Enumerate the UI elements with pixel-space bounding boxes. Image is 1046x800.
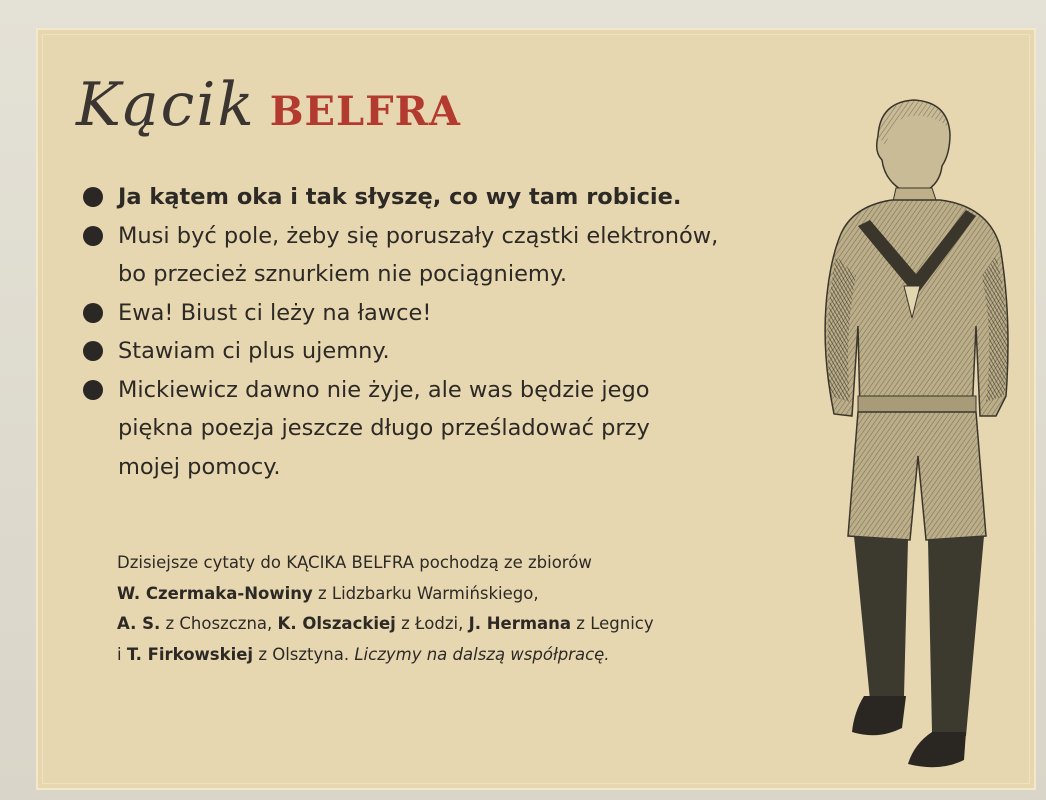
boy-illustration (800, 96, 1020, 776)
quote-line: Ewa! Biust ci leży na ławce! (118, 299, 432, 326)
quote-line: Musi być pole, żeby się poruszały cząstki elektronów, (118, 222, 719, 249)
quote-list (80, 178, 820, 486)
credit-conjunction: i (117, 644, 127, 664)
bullet-icon (83, 187, 103, 207)
credit-place: z Choszczna, (160, 614, 278, 633)
quote-line: bo przecież sznurkiem nie pociągniemy. (118, 261, 568, 287)
quote-item (80, 217, 820, 294)
credit-name: W. Czermaka-Nowiny (117, 583, 313, 603)
credits-intro: Dzisiejsze cytaty do KĄCIKA BELFRA pochodzą ze zbiorów (117, 553, 592, 572)
credit-name: T. Firkowskiej (126, 644, 254, 664)
bullet-icon (83, 341, 103, 361)
bullet-icon (83, 303, 103, 323)
credit-name: J. Hermana (468, 614, 572, 633)
quote-line: Ja kątem oka i tak słyszę, co wy tam robicie. (118, 184, 682, 210)
quote-line: piękna poezja jeszcze długo prześladować przy (118, 415, 650, 441)
credit-place: z Olsztyna. (253, 644, 355, 664)
quote-item (80, 178, 820, 217)
credit-place: z Lidzbarku Warmińskiego, (312, 583, 539, 603)
quote-line: mojej pomocy. (118, 453, 281, 480)
quote-item (80, 371, 820, 487)
bullet-icon (83, 380, 103, 400)
credits-closing: Liczymy na dalszą współpracę. (354, 644, 610, 664)
credit-name: K. Olszackiej (277, 614, 396, 633)
credits-paragraph (117, 548, 817, 670)
credit-place: z Legnicy (571, 614, 654, 633)
title-bold: BELFRA (269, 88, 461, 135)
title-script: Kącik (76, 70, 256, 140)
quote-item (80, 294, 820, 333)
quote-line: Stawiam ci plus ujemny. (118, 338, 390, 364)
credit-place: z Łodzi, (395, 614, 469, 633)
quote-item (80, 332, 820, 371)
page-title (76, 70, 461, 150)
bullet-icon (83, 226, 103, 246)
credit-name: A. S. (117, 614, 161, 633)
quote-line: Mickiewicz dawno nie żyje, ale was będzie jego (118, 376, 650, 403)
